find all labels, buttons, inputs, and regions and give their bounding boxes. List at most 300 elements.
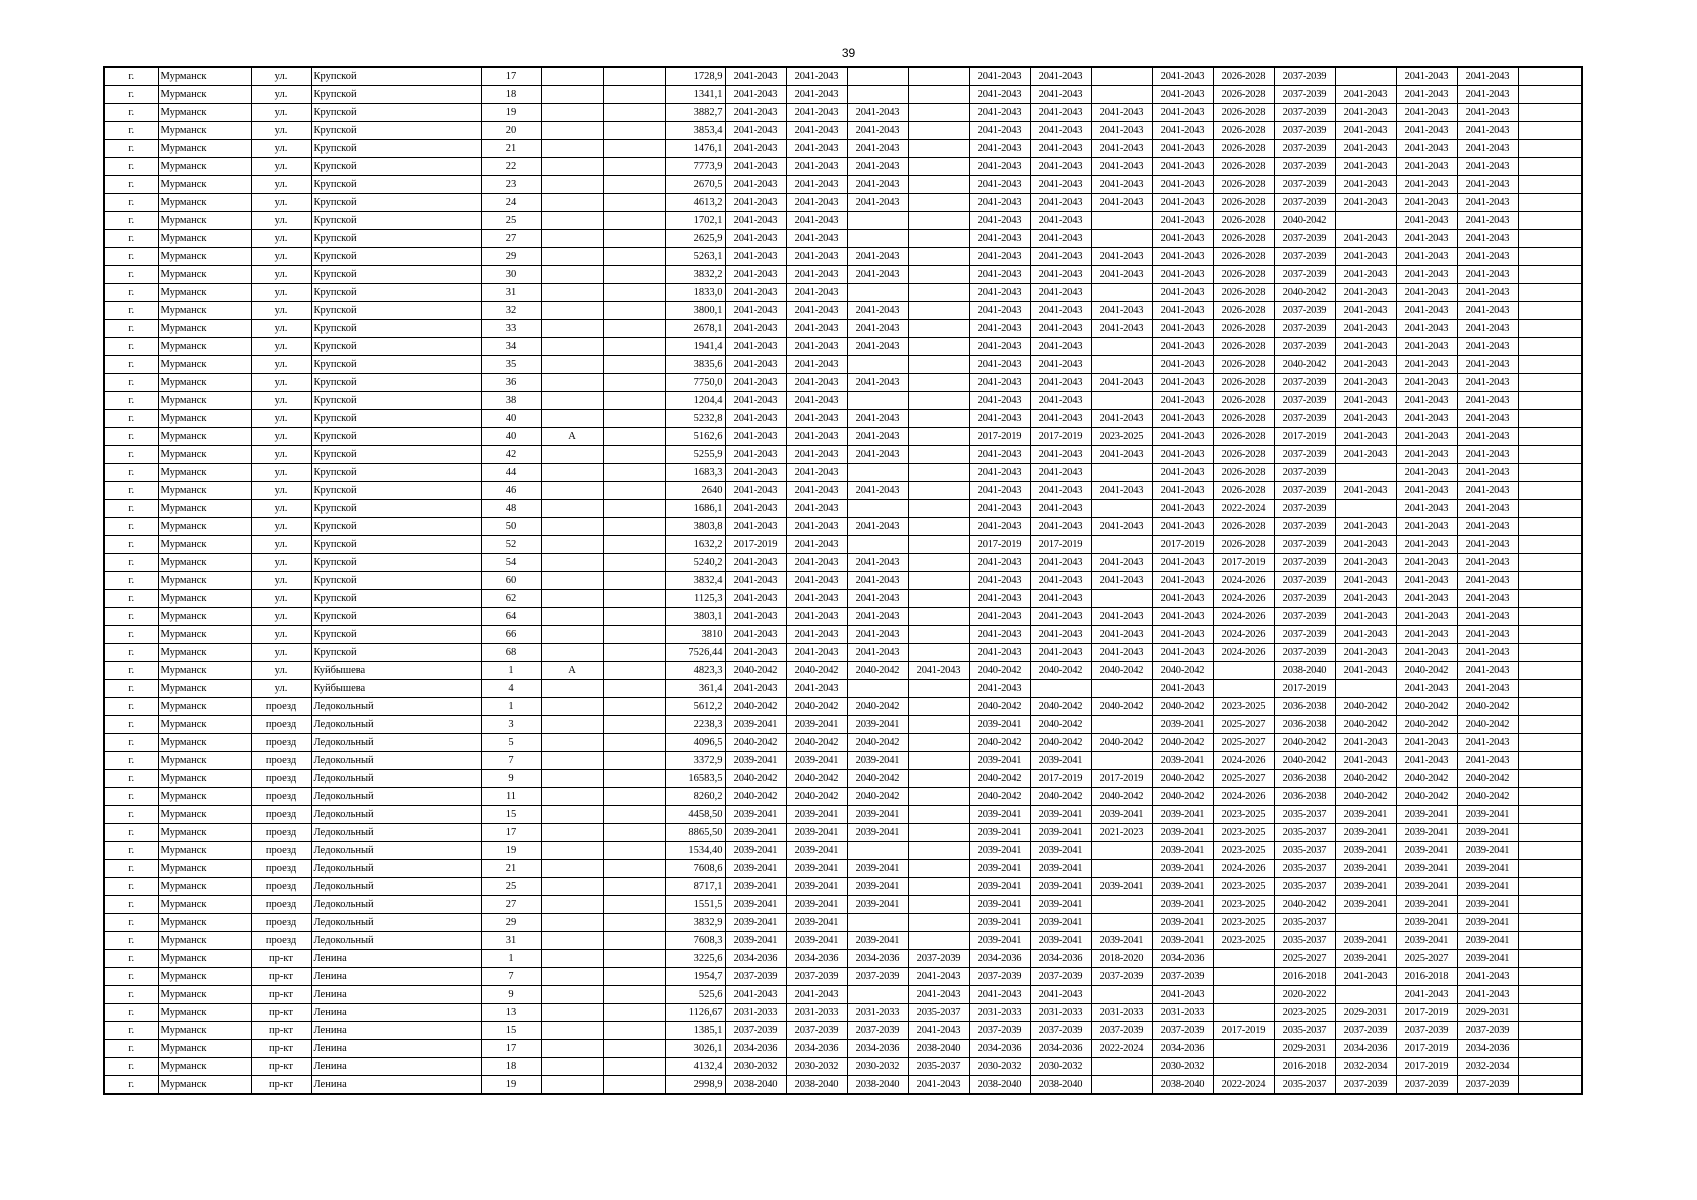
work-period-cell: 2037-2039 (1274, 230, 1335, 248)
empty-cell (1518, 752, 1582, 770)
work-period-cell: 2039-2041 (969, 860, 1030, 878)
block-cell (603, 302, 665, 320)
table-row (104, 428, 1582, 446)
work-period-cell: 2039-2041 (725, 914, 786, 932)
house-number-cell: 19 (481, 842, 541, 860)
empty-cell (1518, 662, 1582, 680)
area-cell: 5263,1 (665, 248, 725, 266)
work-period-cell: 2041-2043 (1152, 140, 1213, 158)
empty-cell (1518, 320, 1582, 338)
work-period-cell: 2041-2043 (1152, 590, 1213, 608)
city-cell: Мурманск (158, 788, 251, 806)
work-period-cell: 2039-2041 (1396, 842, 1457, 860)
street-type-cell: проезд (251, 860, 311, 878)
work-period-cell: 2026-2028 (1213, 320, 1274, 338)
building-letter-cell (541, 1022, 603, 1040)
street-type-cell: проезд (251, 878, 311, 896)
work-period-cell: 2041-2043 (786, 644, 847, 662)
work-period-cell: 2034-2036 (1152, 1040, 1213, 1058)
work-period-cell: 2037-2039 (1335, 1022, 1396, 1040)
work-period-cell: 2041-2043 (1396, 482, 1457, 500)
table-row (104, 626, 1582, 644)
table-row (104, 932, 1582, 950)
table-row (104, 770, 1582, 788)
work-period-cell: 2041-2043 (1030, 626, 1091, 644)
street-type-cell: ул. (251, 140, 311, 158)
table-row (104, 266, 1582, 284)
work-period-cell: 2041-2043 (1030, 482, 1091, 500)
block-cell (603, 788, 665, 806)
empty-cell (1518, 590, 1582, 608)
area-cell: 3853,4 (665, 122, 725, 140)
work-period-cell: 2041-2043 (969, 500, 1030, 518)
work-period-cell: 2039-2041 (1396, 860, 1457, 878)
work-period-cell: 2025-2027 (1213, 770, 1274, 788)
work-period-cell: 2041-2043 (725, 230, 786, 248)
empty-cell (1518, 896, 1582, 914)
work-period-cell: 2041-2043 (1335, 734, 1396, 752)
work-period-cell: 2041-2043 (786, 464, 847, 482)
street-type-cell: ул. (251, 626, 311, 644)
area-cell: 4458,50 (665, 806, 725, 824)
work-period-cell: 2037-2039 (1274, 482, 1335, 500)
work-period-cell: 2020-2022 (1274, 986, 1335, 1004)
area-cell: 3026,1 (665, 1040, 725, 1058)
work-period-cell: 2041-2043 (1030, 140, 1091, 158)
work-period-cell: 2037-2039 (786, 968, 847, 986)
work-period-cell: 2017-2019 (1152, 536, 1213, 554)
building-letter-cell (541, 1004, 603, 1022)
block-cell (603, 680, 665, 698)
work-period-cell: 2039-2041 (725, 842, 786, 860)
work-period-cell: 2041-2043 (725, 590, 786, 608)
building-letter-cell (541, 86, 603, 104)
work-period-cell: 2041-2043 (1335, 284, 1396, 302)
street-name-cell: Ледокольный (311, 806, 481, 824)
work-period-cell: 2041-2043 (847, 446, 908, 464)
work-period-cell: 2041-2043 (969, 320, 1030, 338)
city-cell: Мурманск (158, 248, 251, 266)
work-period-cell: 2040-2042 (847, 770, 908, 788)
locality-type-cell: г. (104, 914, 158, 932)
locality-type-cell: г. (104, 1058, 158, 1076)
block-cell (603, 158, 665, 176)
work-period-cell: 2041-2043 (725, 320, 786, 338)
work-period-cell: 2016-2018 (1396, 968, 1457, 986)
work-period-cell (908, 572, 969, 590)
street-type-cell: проезд (251, 914, 311, 932)
work-period-cell: 2039-2041 (1457, 842, 1518, 860)
table-row (104, 950, 1582, 968)
locality-type-cell: г. (104, 806, 158, 824)
street-name-cell: Крупской (311, 644, 481, 662)
street-name-cell: Крупской (311, 212, 481, 230)
street-type-cell: ул. (251, 680, 311, 698)
work-period-cell (908, 644, 969, 662)
area-cell: 2998,9 (665, 1076, 725, 1095)
work-period-cell: 2041-2043 (1335, 536, 1396, 554)
work-period-cell (908, 410, 969, 428)
block-cell (603, 662, 665, 680)
work-period-cell (1091, 1076, 1152, 1095)
locality-type-cell: г. (104, 770, 158, 788)
work-period-cell: 2031-2033 (847, 1004, 908, 1022)
work-period-cell: 2041-2043 (1396, 284, 1457, 302)
work-period-cell: 2041-2043 (847, 644, 908, 662)
city-cell: Мурманск (158, 482, 251, 500)
table-row (104, 824, 1582, 842)
building-letter-cell (541, 770, 603, 788)
table-row (104, 230, 1582, 248)
work-period-cell: 2040-2042 (1152, 698, 1213, 716)
work-period-cell: 2041-2043 (1396, 320, 1457, 338)
area-cell: 3225,6 (665, 950, 725, 968)
area-cell: 2640 (665, 482, 725, 500)
house-number-cell: 9 (481, 986, 541, 1004)
empty-cell (1518, 428, 1582, 446)
empty-cell (1518, 86, 1582, 104)
work-period-cell: 2040-2042 (1274, 734, 1335, 752)
work-period-cell (1213, 968, 1274, 986)
work-period-cell: 2040-2042 (1091, 788, 1152, 806)
work-period-cell (908, 104, 969, 122)
work-period-cell: 2035-2037 (1274, 932, 1335, 950)
work-period-cell: 2039-2041 (786, 932, 847, 950)
work-period-cell: 2041-2043 (969, 67, 1030, 86)
street-type-cell: ул. (251, 356, 311, 374)
work-period-cell: 2039-2041 (1152, 914, 1213, 932)
work-period-cell: 2035-2037 (1274, 1076, 1335, 1095)
street-name-cell: Крупской (311, 320, 481, 338)
work-period-cell: 2037-2039 (908, 950, 969, 968)
street-name-cell: Крупской (311, 67, 481, 86)
work-period-cell: 2041-2043 (1152, 356, 1213, 374)
building-letter-cell (541, 266, 603, 284)
work-period-cell: 2039-2041 (1335, 896, 1396, 914)
work-period-cell: 2041-2043 (1091, 554, 1152, 572)
work-period-cell: 2041-2043 (1152, 518, 1213, 536)
house-number-cell: 1 (481, 662, 541, 680)
work-period-cell: 2041-2043 (1030, 158, 1091, 176)
work-period-cell: 2041-2043 (1457, 86, 1518, 104)
table-row (104, 716, 1582, 734)
work-period-cell: 2041-2043 (786, 986, 847, 1004)
work-period-cell: 2041-2043 (725, 410, 786, 428)
empty-cell (1518, 968, 1582, 986)
work-period-cell: 2041-2043 (969, 284, 1030, 302)
table-row (104, 1076, 1582, 1095)
work-period-cell: 2041-2043 (1396, 680, 1457, 698)
work-period-cell: 2041-2043 (1457, 662, 1518, 680)
work-period-cell: 2041-2043 (725, 374, 786, 392)
work-period-cell: 2039-2041 (847, 878, 908, 896)
street-type-cell: ул. (251, 464, 311, 482)
street-name-cell: Крупской (311, 518, 481, 536)
work-period-cell: 2041-2043 (1091, 446, 1152, 464)
house-number-cell: 11 (481, 788, 541, 806)
work-period-cell: 2035-2037 (1274, 842, 1335, 860)
work-period-cell: 2039-2041 (969, 716, 1030, 734)
work-period-cell: 2041-2043 (1335, 644, 1396, 662)
block-cell (603, 860, 665, 878)
work-period-cell: 2041-2043 (725, 67, 786, 86)
street-type-cell: пр-кт (251, 986, 311, 1004)
area-cell: 8717,1 (665, 878, 725, 896)
building-letter-cell (541, 500, 603, 518)
work-period-cell: 2040-2042 (1396, 662, 1457, 680)
house-number-cell: 29 (481, 248, 541, 266)
work-period-cell: 2040-2042 (969, 698, 1030, 716)
work-period-cell: 2034-2036 (969, 1040, 1030, 1058)
work-period-cell: 2041-2043 (1152, 266, 1213, 284)
area-cell: 16583,5 (665, 770, 725, 788)
work-period-cell (1091, 536, 1152, 554)
work-period-cell: 2041-2043 (1030, 230, 1091, 248)
work-period-cell: 2041-2043 (1152, 302, 1213, 320)
work-period-cell: 2037-2039 (1274, 158, 1335, 176)
work-period-cell: 2039-2041 (1457, 806, 1518, 824)
work-period-cell: 2041-2043 (1335, 320, 1396, 338)
locality-type-cell: г. (104, 752, 158, 770)
work-period-cell: 2026-2028 (1213, 464, 1274, 482)
street-type-cell: ул. (251, 320, 311, 338)
work-period-cell: 2026-2028 (1213, 104, 1274, 122)
building-letter-cell (541, 67, 603, 86)
work-period-cell (1091, 284, 1152, 302)
table-row (104, 608, 1582, 626)
building-letter-cell (541, 212, 603, 230)
work-period-cell: 2041-2043 (1335, 626, 1396, 644)
work-period-cell: 2041-2043 (786, 554, 847, 572)
work-period-cell: 2039-2041 (1396, 896, 1457, 914)
locality-type-cell: г. (104, 302, 158, 320)
work-period-cell: 2039-2041 (725, 932, 786, 950)
street-type-cell: ул. (251, 608, 311, 626)
block-cell (603, 1076, 665, 1095)
work-period-cell: 2040-2042 (786, 662, 847, 680)
work-period-cell: 2041-2043 (1335, 338, 1396, 356)
work-period-cell: 2041-2043 (1152, 194, 1213, 212)
work-period-cell: 2039-2041 (969, 806, 1030, 824)
empty-cell (1518, 1022, 1582, 1040)
block-cell (603, 806, 665, 824)
work-period-cell: 2034-2036 (786, 950, 847, 968)
work-period-cell: 2040-2042 (847, 734, 908, 752)
work-period-cell: 2041-2043 (725, 464, 786, 482)
work-period-cell: 2041-2043 (969, 86, 1030, 104)
work-period-cell: 2041-2043 (1457, 212, 1518, 230)
work-period-cell: 2041-2043 (725, 338, 786, 356)
work-period-cell: 2041-2043 (1030, 518, 1091, 536)
area-cell: 2678,1 (665, 320, 725, 338)
work-period-cell: 2041-2043 (969, 176, 1030, 194)
locality-type-cell: г. (104, 266, 158, 284)
work-period-cell: 2041-2043 (1335, 572, 1396, 590)
street-name-cell: Ледокольный (311, 716, 481, 734)
locality-type-cell: г. (104, 932, 158, 950)
work-period-cell: 2026-2028 (1213, 266, 1274, 284)
work-period-cell: 2041-2043 (786, 67, 847, 86)
house-number-cell: 18 (481, 1058, 541, 1076)
table-row (104, 806, 1582, 824)
work-period-cell: 2037-2039 (1274, 176, 1335, 194)
work-period-cell: 2039-2041 (1091, 878, 1152, 896)
street-name-cell: Ленина (311, 1022, 481, 1040)
work-period-cell: 2023-2025 (1213, 824, 1274, 842)
empty-cell (1518, 536, 1582, 554)
work-period-cell: 2041-2043 (1091, 644, 1152, 662)
street-name-cell: Крупской (311, 284, 481, 302)
work-period-cell: 2034-2036 (969, 950, 1030, 968)
empty-cell (1518, 212, 1582, 230)
locality-type-cell: г. (104, 248, 158, 266)
work-period-cell: 2041-2043 (969, 482, 1030, 500)
street-type-cell: ул. (251, 428, 311, 446)
block-cell (603, 374, 665, 392)
street-name-cell: Крупской (311, 500, 481, 518)
locality-type-cell: г. (104, 608, 158, 626)
work-period-cell: 2041-2043 (1396, 122, 1457, 140)
house-number-cell: 29 (481, 914, 541, 932)
street-name-cell: Ленина (311, 1058, 481, 1076)
street-type-cell: пр-кт (251, 1058, 311, 1076)
work-period-cell: 2026-2028 (1213, 86, 1274, 104)
block-cell (603, 410, 665, 428)
work-period-cell (847, 230, 908, 248)
work-period-cell (908, 356, 969, 374)
work-period-cell (908, 338, 969, 356)
building-letter-cell (541, 284, 603, 302)
work-period-cell: 2041-2043 (1457, 536, 1518, 554)
work-period-cell (908, 590, 969, 608)
work-period-cell: 2039-2041 (1030, 752, 1091, 770)
work-period-cell: 2021-2023 (1091, 824, 1152, 842)
work-period-cell: 2039-2041 (1396, 824, 1457, 842)
work-period-cell (908, 248, 969, 266)
street-name-cell: Крупской (311, 464, 481, 482)
block-cell (603, 284, 665, 302)
empty-cell (1518, 1040, 1582, 1058)
work-period-cell: 2041-2043 (1152, 122, 1213, 140)
work-period-cell: 2023-2025 (1213, 806, 1274, 824)
work-period-cell: 2038-2040 (847, 1076, 908, 1095)
work-period-cell: 2039-2041 (1457, 824, 1518, 842)
work-period-cell: 2039-2041 (725, 860, 786, 878)
street-type-cell: ул. (251, 536, 311, 554)
empty-cell (1518, 554, 1582, 572)
work-period-cell: 2039-2041 (786, 716, 847, 734)
work-period-cell: 2024-2026 (1213, 572, 1274, 590)
empty-cell (1518, 482, 1582, 500)
house-number-cell: 27 (481, 896, 541, 914)
city-cell: Мурманск (158, 67, 251, 86)
work-period-cell: 2041-2043 (725, 176, 786, 194)
work-period-cell: 2039-2041 (1457, 860, 1518, 878)
work-period-cell: 2041-2043 (1396, 302, 1457, 320)
work-period-cell: 2041-2043 (1152, 158, 1213, 176)
city-cell: Мурманск (158, 842, 251, 860)
work-period-cell: 2041-2043 (847, 122, 908, 140)
work-period-cell: 2039-2041 (1030, 860, 1091, 878)
work-period-cell: 2041-2043 (1335, 554, 1396, 572)
work-period-cell (908, 734, 969, 752)
block-cell (603, 1058, 665, 1076)
work-period-cell: 2039-2041 (1030, 896, 1091, 914)
building-letter-cell (541, 734, 603, 752)
work-period-cell (908, 536, 969, 554)
block-cell (603, 230, 665, 248)
work-period-cell: 2041-2043 (1152, 86, 1213, 104)
work-period-cell (908, 140, 969, 158)
table-row (104, 176, 1582, 194)
work-period-cell: 2037-2039 (1396, 1076, 1457, 1095)
street-name-cell: Ленина (311, 986, 481, 1004)
empty-cell (1518, 770, 1582, 788)
work-period-cell: 2035-2037 (1274, 824, 1335, 842)
work-period-cell: 2039-2041 (725, 824, 786, 842)
work-period-cell: 2039-2041 (969, 842, 1030, 860)
work-period-cell: 2041-2043 (1396, 140, 1457, 158)
empty-cell (1518, 176, 1582, 194)
work-period-cell: 2041-2043 (1396, 986, 1457, 1004)
work-period-cell: 2040-2042 (786, 698, 847, 716)
work-period-cell: 2034-2036 (847, 1040, 908, 1058)
work-period-cell: 2041-2043 (1457, 140, 1518, 158)
work-period-cell: 2041-2043 (1091, 122, 1152, 140)
work-period-cell: 2039-2041 (1152, 932, 1213, 950)
street-type-cell: проезд (251, 896, 311, 914)
work-period-cell: 2041-2043 (786, 356, 847, 374)
work-period-cell: 2041-2043 (1030, 266, 1091, 284)
work-period-cell (908, 67, 969, 86)
street-type-cell: проезд (251, 716, 311, 734)
empty-cell (1518, 734, 1582, 752)
house-number-cell: 4 (481, 680, 541, 698)
work-period-cell: 2037-2039 (1274, 554, 1335, 572)
empty-cell (1518, 392, 1582, 410)
work-period-cell: 2037-2039 (847, 968, 908, 986)
work-period-cell: 2037-2039 (1274, 338, 1335, 356)
work-period-cell: 2041-2043 (786, 338, 847, 356)
work-period-cell: 2039-2041 (1091, 932, 1152, 950)
work-period-cell: 2041-2043 (1030, 86, 1091, 104)
work-period-cell: 2039-2041 (1030, 932, 1091, 950)
work-period-cell: 2037-2039 (725, 968, 786, 986)
work-period-cell: 2041-2043 (786, 176, 847, 194)
work-period-cell: 2041-2043 (786, 518, 847, 536)
house-number-cell: 19 (481, 104, 541, 122)
work-period-cell: 2041-2043 (725, 500, 786, 518)
street-name-cell: Крупской (311, 230, 481, 248)
block-cell (603, 878, 665, 896)
work-period-cell: 2017-2019 (1091, 770, 1152, 788)
work-period-cell (908, 806, 969, 824)
work-period-cell: 2041-2043 (847, 176, 908, 194)
work-period-cell: 2041-2043 (969, 590, 1030, 608)
work-period-cell: 2037-2039 (725, 1022, 786, 1040)
empty-cell (1518, 788, 1582, 806)
city-cell: Мурманск (158, 1004, 251, 1022)
table-row (104, 122, 1582, 140)
building-letter-cell (541, 518, 603, 536)
house-number-cell: 17 (481, 1040, 541, 1058)
work-period-cell: 2026-2028 (1213, 428, 1274, 446)
work-period-cell: 2037-2039 (1396, 1022, 1457, 1040)
work-period-cell: 2039-2041 (786, 914, 847, 932)
table-row (104, 410, 1582, 428)
locality-type-cell: г. (104, 896, 158, 914)
work-period-cell: 2041-2043 (847, 572, 908, 590)
